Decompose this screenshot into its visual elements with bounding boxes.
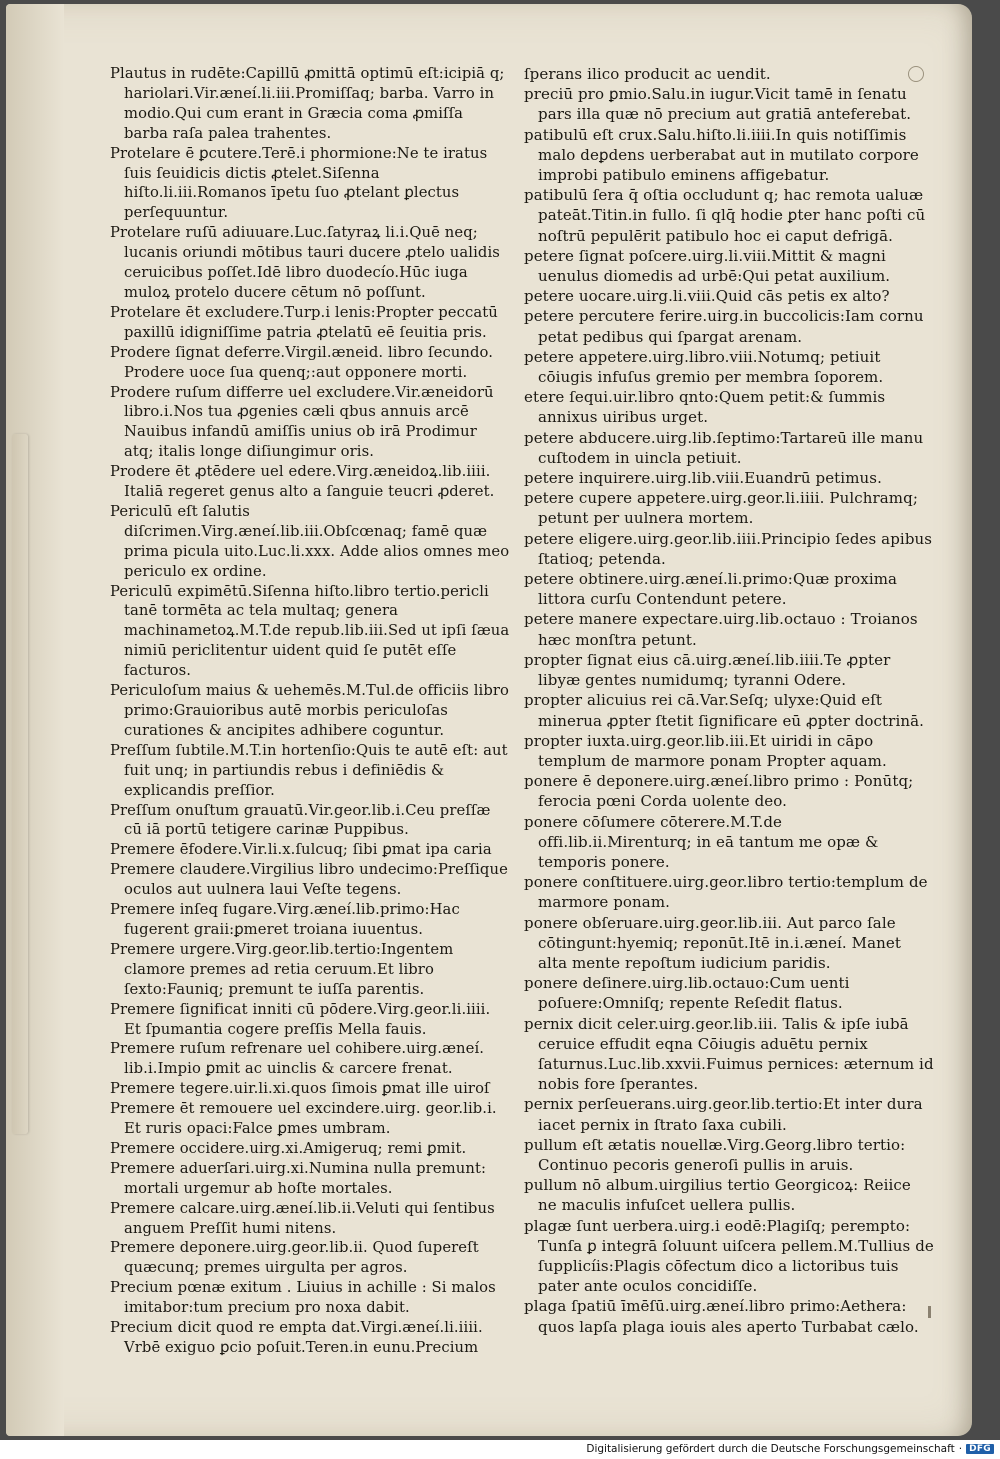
left-text-column	[110, 64, 510, 1358]
separator-dot: ·	[958, 1443, 963, 1455]
dictionary-entry: propter alicuius rei cā.Var.Seſq; ulyxe:Quid eſt minerua ꝓpter ſtetit ſignificare eū ꝓpter doctrinā.	[524, 691, 925, 730]
dictionary-entry: petere uocare.uirg.li.viii.Quid cās petis ex alto?	[524, 287, 890, 306]
dictionary-entry: Prodere ruſum differre uel excludere.Vir.æneidorū libro.i.Nos tua ꝓgenies cæli qbus annuis arcē Nauibus infandū amiſſis unius ob irā Prodimur atq; italis longe diſiungimur oris.	[110, 383, 494, 461]
dictionary-entry: petere manere expectare.uirg.lib.octauo : Troianos hæc monſtra petunt.	[524, 610, 918, 649]
dictionary-entry: Premere ēt remouere uel excindere.uirg. geor.lib.i. Et ruris opaci:Falce ꝑmes umbram.	[110, 1100, 497, 1138]
dictionary-entry: Prodere ēt ꝓtēdere uel edere.Virg.æneidoꝝ.lib.iiii. Italiā regeret genus alto a ſanguie teucri ꝓderet.	[110, 463, 495, 501]
dictionary-entry: petere ſignat poſcere.uirg.li.viii.Mittit & magni uenulus diomedis ad urbē:Qui petat auxilium.	[524, 246, 891, 286]
dictionary-entry: pernix perſeuerans.uirg.geor.lib.tertio:Et inter dura iacet pernix in ſtrato ſaxa cubili.	[524, 1095, 923, 1134]
dictionary-entry: propter ſignat eius cā.uirg.æneí.lib.iiii.Te ꝓpter libyæ gentes numidumq; tyranni Odere.	[524, 650, 891, 690]
dictionary-entry: ponere conſtituere.uirg.geor.libro tertio:templum de marmore ponam.	[524, 873, 928, 912]
dictionary-entry: Premere tegere.uir.li.xi.quos ſimois ꝑmat ille uiroſ	[110, 1080, 490, 1098]
dictionary-entry: Prodere ſignat deferre.Virgil.æneid. libro ſecundo. Prodere uoce ſua quenq;:aut opponere morti.	[110, 343, 494, 381]
bookmark-ribbon	[12, 434, 28, 1134]
dictionary-entry: Preſſum ſubtile.M.T.in hortenſio:Quis te autē eſt: aut fuit unq; in partiundis rebus i definiēdis & explicandis preſſior.	[110, 741, 508, 799]
dictionary-entry: Premere calcare.uirg.æneí.lib.ii.Veluti qui ſentibus anguem Preſſit humi nitens.	[110, 1199, 495, 1237]
dictionary-entry: etere ſequi.uir.libro qnto:Quem petit:& ſummis annixus uiribus urget.	[524, 388, 886, 427]
dictionary-entry: Precium pœnæ exitum . Liuius in achille : Si malos imitabor:tum precium pro noxa dabit.	[110, 1279, 496, 1317]
dictionary-entry: Premere occidere.uirg.xi.Amigeruq; remi ꝑmit.	[110, 1139, 467, 1157]
dictionary-entry: petere cupere appetere.uirg.geor.li.iiii. Pulchramq; petunt per uulnera mortem.	[524, 489, 918, 528]
book-page	[6, 4, 972, 1436]
dictionary-entry: preciū pro ꝑmio.Salu.in iugur.Vicit tamē in ſenatu pars illa quæ nō precium aut gratiā anteferebat.	[524, 85, 912, 124]
dictionary-entry: Preſſum onuſtum grauatū.Vir.geor.lib.i.Ceu preſſæ cū iā portū tetigere carinæ Puppibus.	[110, 801, 491, 839]
dictionary-entry: Premere deponere.uirg.geor.lib.ii. Quod ſupereſt quæcunq; premes uirgulta per agros.	[110, 1239, 479, 1277]
dfg-logo: DFG	[966, 1444, 994, 1454]
dictionary-entry: ponere cōſumere cōterere.M.T.de offi.lib.ii.Mirenturq; in eā tantum me opæ & temporis ponere.	[524, 812, 879, 871]
dictionary-entry: petere appetere.uirg.libro.viii.Notumq; petiuit cōiugis infuſus gremio per membra ſoporem.	[524, 347, 884, 387]
dictionary-entry: Plautus in rudēte:Capillū ꝓmittā optimū eſt:icipiā q; hariolari.Vir.æneí.li.iii.Promiſſaq; barba. Varro in modio.Qui cum erant in Græcia coma ꝓmiſſa barba raſa palea trahentes.	[110, 65, 505, 142]
dictionary-entry: patibulū ſera q̄ oſtia occludunt q; hac remota ualuæ pateāt.Titin.in fullo. ſi qlq̄ hodie ꝑter hanc poſti cū noſtrū pepulērit patibulo hoc ei caput defrigā.	[524, 186, 926, 245]
dictionary-entry: petere obtinere.uirg.æneí.li.primo:Quæ proxima littora curſu Contendunt petere.	[524, 570, 898, 609]
dictionary-entry: ponere ē deponere.uirg.æneí.libro primo : Ponūtq; ferocia pœni Corda uolente deo.	[524, 772, 914, 811]
dictionary-entry: Protelare ē ꝑcutere.Terē.i phormione:Ne te iratus ſuis ſeuidicis dictis ꝓtelet.Siſenna hiſto.li.iii.Romanos īpetu ſuo ꝓtelant ꝑlectus perſequuntur.	[110, 144, 488, 222]
dictionary-entry: Premere ruſum refrenare uel cohibere.uirg.æneí. lib.i.Impio ꝑmit ac uinclis & carcere frenat.	[110, 1040, 485, 1078]
dictionary-entry: Periculū expimētū.Siſenna hiſto.libro tertio.pericli tanē tormēta ac tela multaq; genera machinametoꝝ.M.T.de repub.lib.iii.Sed ut ipſi ſæua nimiū periclitentur uident quid ſe putēt eſſe facturos.	[110, 582, 510, 680]
dictionary-entry: Premere inſeq fugare.Virg.æneí.lib.primo:Hac fugerent graii:ꝑmeret troiana iuuentus.	[110, 901, 460, 938]
dictionary-entry: propter iuxta.uirg.geor.lib.iii.Et uiridi in cāpo templum de marmore ponam Propter aquam.	[524, 731, 887, 770]
digitization-footer	[586, 1442, 994, 1456]
dictionary-entry: Premere aduerſari.uirg.xi.Numina nulla premunt: mortali urgemur ab hoſte mortales.	[110, 1159, 487, 1197]
dictionary-entry: petere abducere.uirg.lib.ſeptimo:Tartareū ille manu cuſtodem in uincla petiuit.	[524, 428, 924, 467]
dictionary-entry: Premere urgere.Virg.geor.lib.tertio:Ingentem clamore premes ad retia ceruum.Et libro ſexto:Fauniq; premunt te iuſſa parentis.	[110, 940, 454, 998]
dictionary-entry: Protelare ruſū adiuuare.Luc.ſatyraꝝ li.i.Quē neq; lucanis oriundi mōtibus tauri ducere ꝓtelo ualidis ceruicibus poſſet.Idē libro duodecío.Hūc iuga muloꝝ protelo ducere cētum nō poſſunt.	[110, 224, 500, 301]
dictionary-entry: petere percutere ferire.uirg.in buccolicis:Iam cornu petat pedibus qui ſpargat arenam.	[524, 307, 924, 346]
dictionary-entry: ponere deſinere.uirg.lib.octauo:Cum uenti poſuere:Omniſq; repente Reſedit flatus.	[524, 974, 850, 1013]
dictionary-entry: pullum eſt ætatis nouellæ.Virg.Georg.libro tertio: Continuo pecoris generoſi pullis in aruis.	[524, 1135, 906, 1174]
dictionary-entry: petere inquirere.uirg.lib.viii.Euandrū petimus.	[524, 469, 882, 488]
dictionary-entry: patibulū eſt crux.Salu.hiſto.li.iiii.In quis notiſſimis malo deꝑdens uerberabat aut in mutilato corpore improbi patibulo eminens affigebatur.	[524, 125, 919, 185]
dictionary-entry: ponere obſeruare.uirg.geor.lib.iii. Aut parco ſale cōtingunt:hyemiq; reponūt.Itē in.i.æneí. Manet alta mente repoſtum iudicium paridis.	[524, 913, 902, 972]
dictionary-entry: plaga ſpatiū īmēſū.uirg.æneí.libro primo:Aethera: quos lapſa plaga iouis ales aperto Turbabat cælo.	[524, 1297, 919, 1336]
dictionary-entry: Periculoſum maius & uehemēs.M.Tul.de officiis libro primo:Grauioribus autē morbis periculoſas curationes & ancipites adhibere coguntur.	[110, 682, 510, 739]
dictionary-entry: ſperans ilico producit ac uendit.	[524, 65, 771, 83]
dictionary-entry: petere eligere.uirg.geor.lib.iiii.Principio ſedes apibus ſtatioq; petenda.	[524, 529, 933, 568]
dictionary-entry: Premere claudere.Virgilius libro undecimo:Preſſique oculos aut uulnera laui Veſte tegens.	[110, 861, 508, 899]
dictionary-entry: Premere ēfodere.Vir.li.x.ſulcuq; ſibi ꝑmat ipa caria	[110, 841, 492, 859]
dictionary-entry: Premere ſignificat inniti cū pōdere.Virg.geor.li.iiii. Et ſpumantia cogere preſſis Mella fauis.	[110, 1000, 491, 1038]
dictionary-entry: Periculū eſt ſalutis diſcrimen.Virg.æneí.lib.iii.Obſcœnaq; famē quæ prima picula uito.Luc.li.xxx. Adde alios omnes meo periculo ex ordine.	[110, 502, 510, 580]
dictionary-entry: pullum nō album.uirgilius tertio Georgicoꝝ: Reiice ne maculis infuſcet uellera pullis.	[524, 1176, 911, 1215]
dictionary-entry: pernix dicit celer.uirg.geor.lib.iii. Talis & ipſe iubā ceruice effudit eqna Cōiugis aduētu pernix ſaturnus.Luc.lib.xxvii.Fuimus pernices: æternum id nobis fore ſperantes.	[524, 1014, 934, 1094]
dictionary-entry: Protelare ēt excludere.Turp.i lenis:Propter peccatū paxillū idigniſſime patria ꝓtelatū eē ſeuitia pris.	[110, 303, 498, 341]
right-text-column	[524, 64, 934, 1337]
footer-credit-text: Digitalisierung gefördert durch die Deutsche Forschungsgemeinschaft	[586, 1443, 955, 1455]
dictionary-entry: plagæ ſunt uerbera.uirg.i eodē:Plagiſq; perempto: Tunſa ꝑ integrā ſoluunt uiſcera pellem.M.Tullius de ſupplicíis:Plagis cōfectum dico a lictoribus tuis pater ante oculos concidiſſe.	[524, 1216, 934, 1296]
dictionary-entry: Precium dicit quod re empta dat.Virgi.æneí.li.iiii. Vrbē exiguo ꝑcio poſuit.Teren.in eunu.Precium	[110, 1319, 483, 1356]
